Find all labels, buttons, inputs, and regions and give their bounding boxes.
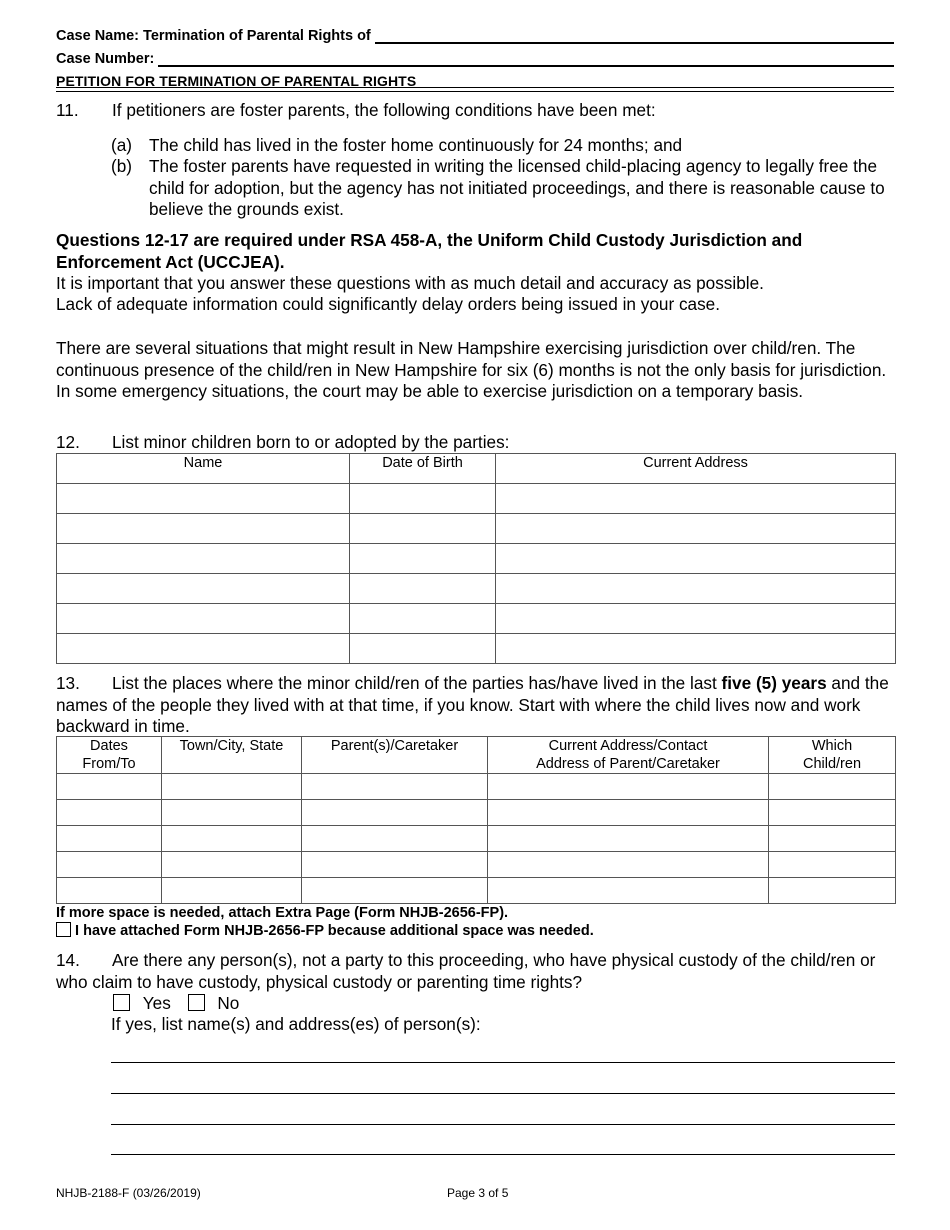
table-row <box>57 544 896 574</box>
page-number: Page 3 of 5 <box>447 1186 509 1200</box>
attached-row <box>56 922 594 940</box>
item-11 <box>56 100 896 122</box>
item-14-text: Are there any person(s), not a party to this proceeding, who have physical custody of the child/ren or who claim to have custody, physical custody or parenting time rights? <box>56 950 876 992</box>
table-row <box>57 604 896 634</box>
no-label: No <box>217 993 240 1013</box>
jurisdiction-paragraph: There are several situations that might result in New Hampshire exercising jurisdiction over child/ren. The continuous presence of the child/ren in New Hampshire for six (6) months is not the only basis for jurisdiction. In some emergency situations, the court may be able to exercise jurisdiction on a temporary basis. <box>56 338 887 401</box>
item-13: 13. List the places where the minor child/ren of the parties has/have lived in the last five (5) years and the names of the people they lived with at that time, if you know. Start with where the child lives now and work backward in time. <box>56 673 889 736</box>
col-contact-address: Current Address/Contact Address of Parent/Caretaker <box>488 737 769 774</box>
yes-label: Yes <box>142 993 171 1013</box>
col-parent-caretaker: Parent(s)/Caretaker <box>302 737 488 774</box>
item-14: 14. Are there any person(s), not a party to this proceeding, who have physical custody of the child/ren or who claim to have custody, physical custody or parenting time rights? <box>56 950 876 992</box>
col-name: Name <box>57 454 350 484</box>
item-11-b-text: The foster parents have requested in writing the licensed child-placing agency to legally free the child for adoption, but the agency has not initiated proceedings, and there is reasonable cause to believe the grounds exist. <box>149 156 885 219</box>
table-row <box>57 574 896 604</box>
case-name-row <box>56 28 894 44</box>
item-11-a: (a) The child has lived in the foster home continuously for 24 months; and <box>111 135 683 155</box>
uccjea-heading: Questions 12-17 are required under RSA 458-A, the Uniform Child Custody Jurisdiction and Enforcement Act (UCCJEA). <box>56 230 803 272</box>
table-row <box>57 484 896 514</box>
residence-table-header <box>57 737 896 774</box>
col-which-children: Which Child/ren <box>769 737 896 774</box>
case-number-row <box>56 51 894 67</box>
item-11-text: If petitioners are foster parents, the following conditions have been met: <box>112 100 656 120</box>
col-dates: Dates From/To <box>57 737 162 774</box>
table-row <box>57 878 896 904</box>
table-row <box>57 852 896 878</box>
attached-label: I have attached Form NHJB-2656-FP because additional space was needed. <box>75 923 594 939</box>
item-11-a-text: The child has lived in the foster home continuously for 24 months; and <box>149 135 683 155</box>
item-11-b: (b) The foster parents have requested in writing the licensed child-placing agency to legally free the child for adoption, but the agency has not initiated proceedings, and there is reasonable cause to believe the grounds exist. <box>111 156 901 221</box>
item-12: 12. List minor children born to or adopted by the parties: <box>56 432 510 452</box>
attached-checkbox[interactable] <box>56 922 71 937</box>
custody-line-3[interactable] <box>111 1124 895 1125</box>
form-title: PETITION FOR TERMINATION OF PARENTAL RIGHTS <box>56 73 417 89</box>
children-table <box>56 453 896 664</box>
uccjea-line-2: Lack of adequate information could significantly delay orders being issued in your case. <box>56 294 721 314</box>
col-current-address: Current Address <box>496 454 896 484</box>
table-row <box>57 514 896 544</box>
no-checkbox[interactable] <box>188 994 205 1011</box>
table-row <box>57 826 896 852</box>
item-11-number: 11. <box>56 100 79 120</box>
residence-table <box>56 736 896 904</box>
case-number-field[interactable] <box>158 53 894 67</box>
case-name-field[interactable] <box>375 30 894 44</box>
yes-checkbox[interactable] <box>113 994 130 1011</box>
table-row <box>57 800 896 826</box>
children-table-header <box>57 454 896 484</box>
uccjea-line-1: It is important that you answer these questions with as much detail and accuracy as possible. <box>56 273 764 293</box>
list-prompt: If yes, list name(s) and address(es) of person(s): <box>111 1014 481 1034</box>
col-town-city-state: Town/City, State <box>162 737 302 774</box>
custody-line-4[interactable] <box>111 1154 895 1155</box>
custody-line-2[interactable] <box>111 1093 895 1094</box>
custody-line-1[interactable] <box>111 1062 895 1063</box>
header-divider <box>56 87 894 92</box>
custody-options <box>113 993 413 1015</box>
table-row <box>57 774 896 800</box>
table-row <box>57 634 896 664</box>
case-name-label: Case Name: Termination of Parental Rights of <box>56 28 371 44</box>
form-id: NHJB-2188-F (03/26/2019) <box>56 1186 201 1200</box>
col-date-of-birth: Date of Birth <box>350 454 496 484</box>
item-12-text: List minor children born to or adopted by the parties: <box>112 432 510 452</box>
extra-space-note: If more space is needed, attach Extra Page (Form NHJB-2656-FP). <box>56 905 509 921</box>
case-number-label: Case Number: <box>56 51 155 67</box>
